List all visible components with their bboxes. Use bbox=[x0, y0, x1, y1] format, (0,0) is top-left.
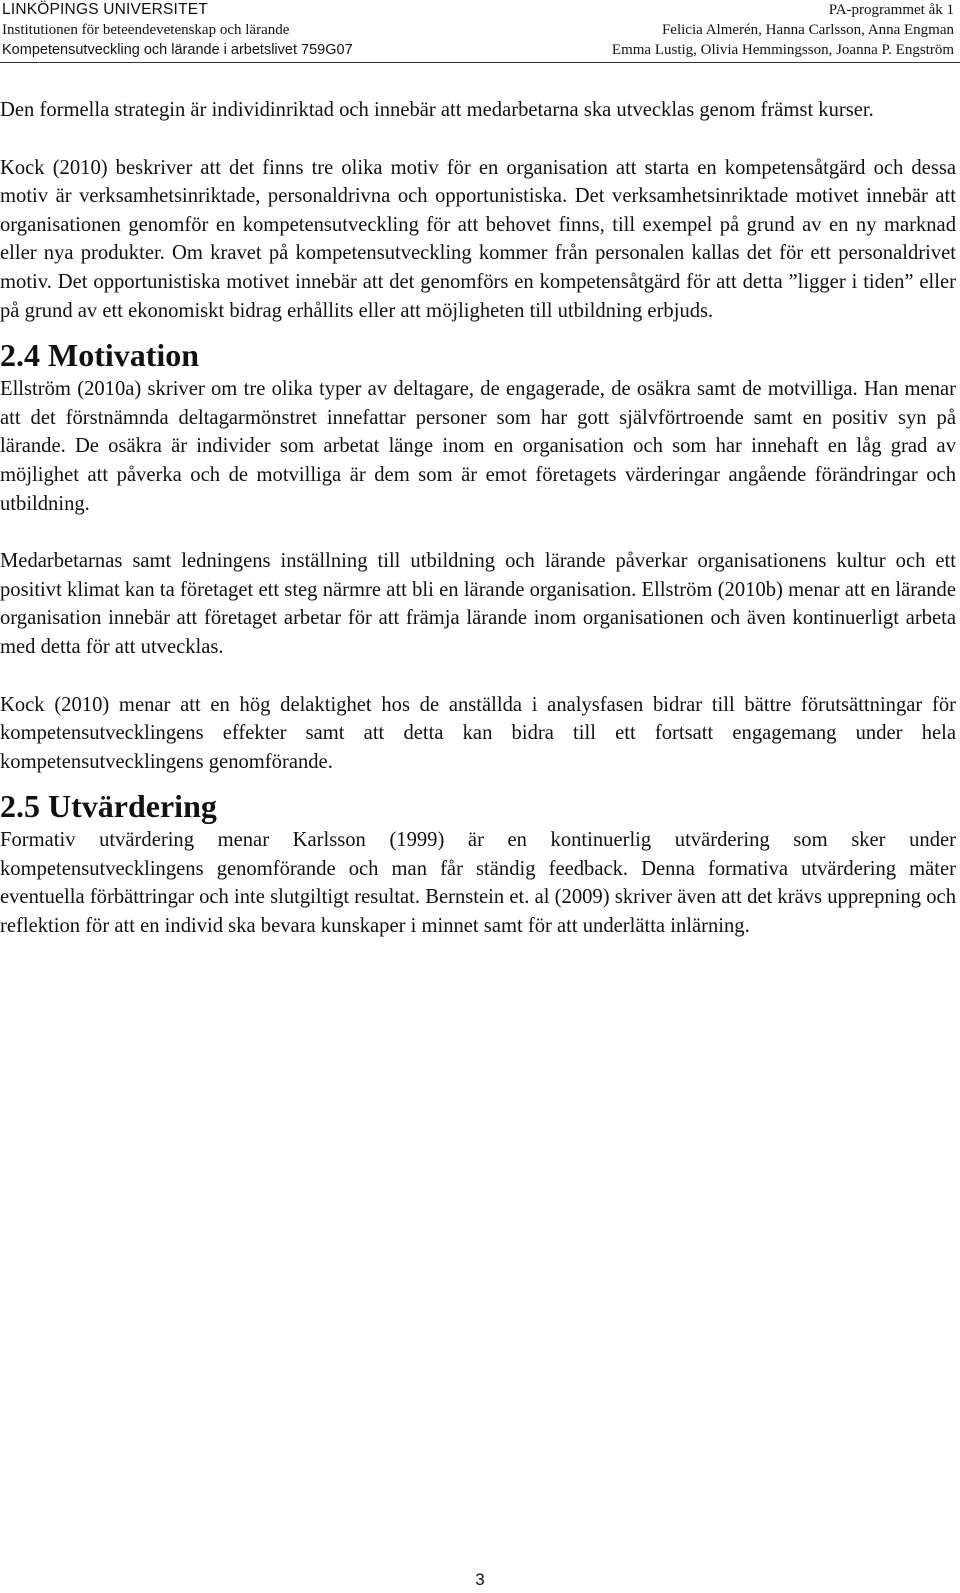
header-divider bbox=[0, 62, 960, 63]
page-header bbox=[0, 0, 960, 58]
section-heading-motivation: 2.4 Motivation bbox=[0, 337, 200, 374]
paragraph-formal-strategy: Den formella strategin är individinriktad och innebär att medarbetarna ska utvecklas genom främst kurser. bbox=[0, 99, 874, 121]
paragraph-ellstrom-participants: Ellström (2010a) skriver om tre olika typer av deltagare, de engagerade, de osäkra samt de motvilliga. Han menar att det förstnämnda deltagarmönstret innefattar personer som har gott självförtroende samt en positiv syn på lärande. De osäkra är individer som arbetat länge inom en organisation och som har innehaft en låg grad av möjlighet att påverka och de motvilliga är dem som är emot företagets värderingar angående förändringar och utbildning. bbox=[0, 378, 956, 515]
department-name: Institutionen för beteendevetenskap och lärande bbox=[2, 22, 290, 38]
paragraph-formative-evaluation: Formativ utvärdering menar Karlsson (1999) är en kontinuerlig utvärdering som sker under kompetensutvecklingens genomförande och man får ständig feedback. Denna formativa utvärdering mäter eventuella förbättringar och inte slutgiltigt resultat. Bernstein et. al (2009) skriver även att det krävs upprepning och reflektion för att en individ ska bevara kunskaper i minnet samt för att underlätta inlärning. bbox=[0, 829, 956, 938]
header-right-block bbox=[612, 0, 954, 60]
header-left-block bbox=[2, 0, 353, 60]
paragraph-kock-participation: Kock (2010) menar att en hög delaktighet hos de anställda i analysfasen bidrar till bättre förutsättningar för kompetensutvecklingens effekter samt att detta kan bidra till ett fortsatt engagemang under hela kompetensutvecklingens genomförande. bbox=[0, 693, 956, 773]
paragraph-learning-organisation: Medarbetarnas samt ledningens inställning till utbildning och lärande påverkar organisationens kultur och ett positivt klimat kan ta företaget ett steg närmre att bli en lärande organisation. Ellström (2010b) menar att en lärande organisation innebär att företaget arbetar för att främja lärande inom organisationen och även kontinuerligt arbeta med detta för att utvecklas. bbox=[0, 550, 956, 658]
course-name: Kompetensutveckling och lärande i arbetslivet 759G07 bbox=[2, 42, 353, 58]
university-name: LINKÖPINGS UNIVERSITET bbox=[2, 1, 208, 18]
document-body bbox=[0, 96, 956, 970]
section-heading-utvardering: 2.5 Utvärdering bbox=[0, 788, 217, 825]
program-name: PA-programmet åk 1 bbox=[828, 2, 954, 18]
authors-line-2: Emma Lustig, Olivia Hemmingsson, Joanna P. Engström bbox=[611, 42, 954, 58]
page-number: 3 bbox=[475, 1570, 485, 1589]
authors-line-1: Felicia Almerén, Hanna Carlsson, Anna Engman bbox=[661, 22, 954, 38]
paragraph-kock-motives: Kock (2010) beskriver att det finns tre olika motiv för en organisation att starta en kompetensåtgärd och dessa motiv är verksamhetsinriktade, personaldrivna och opportunistiska. Det verksamhetsinriktade motivet innebär att organisationen genomför en kompetensutveckling för att behovet finns, till exempel på grund av en ny marknad eller nya produkter. Om kravet på kompetensutveckling kommer från personalen kallas det för ett personaldrivet motiv. Det opportunistiska motivet innebär att det genomförs en kompetensåtgärd för att detta ”ligger i tiden” eller på grund av ett ekonomiskt bidrag erhållits eller att möjligheten till utbildning erbjuds. bbox=[0, 156, 956, 322]
